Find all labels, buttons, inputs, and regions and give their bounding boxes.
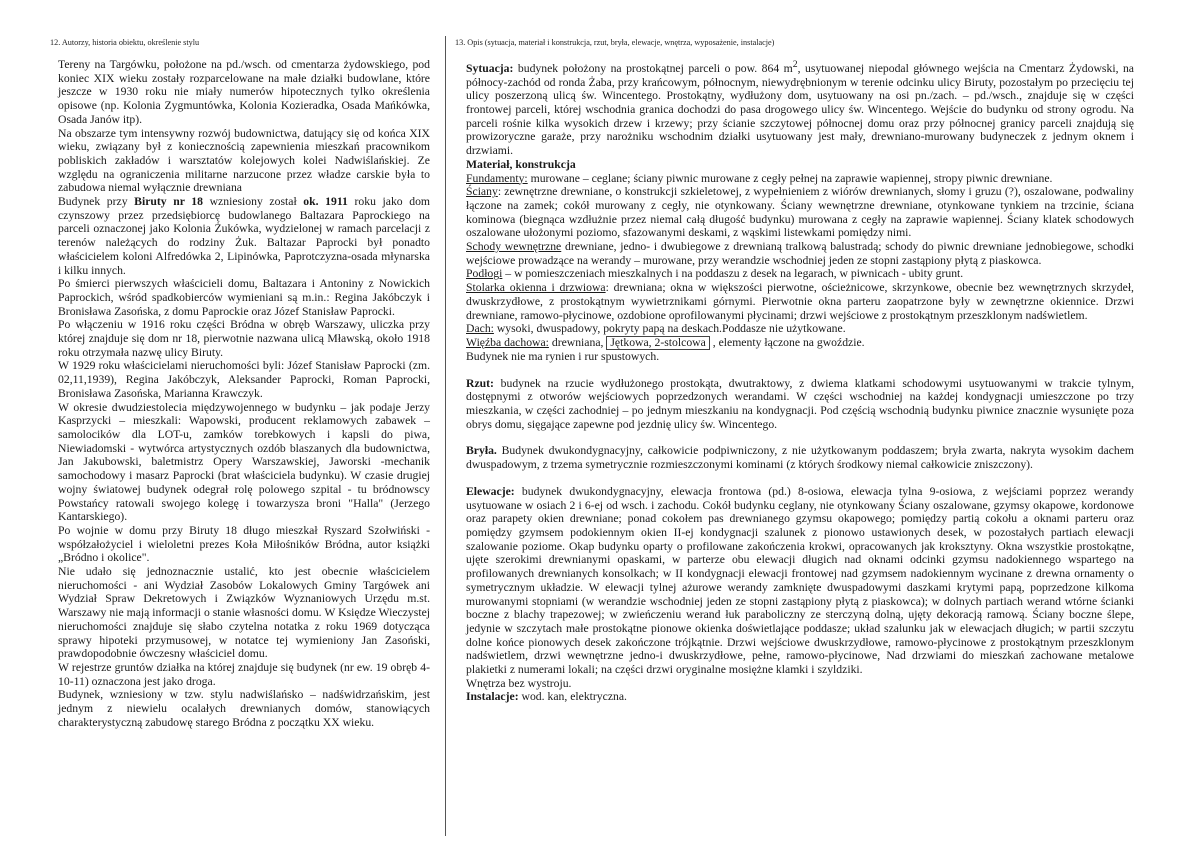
section-label: Elewacje: [466, 484, 515, 498]
rzut-paragraph [466, 377, 1134, 432]
schody-paragraph [466, 240, 1134, 267]
text-span: , elementy łączone na gwoździe. [709, 335, 865, 349]
fundamenty-paragraph [466, 172, 1134, 186]
spacer [466, 431, 1134, 444]
history-paragraph: W okresie dwudziestolecia międzywojennego w budynku – jak podaje Jerzy Kasprzycki – mieszkali: Wapowski, producent reklamowych zabawek – samolocików dla LOT-u, zamków torebkowych i kapsli do piwa, Niewiadomski - wytwórca artystycznych ozdób blaszanych dla budownictwa, Jan Jakubowski, baletmistrz Opery Warszawskiej, Jaworski -mechanik samochodowy i masarz Paprocki (brat właściciela budynku). W czasie drugiej wojny światowej budynek odegrał rolę polowego szpital - tu bródnowscy Powstańcy ratowali swojego kolegę i towarzysza broni "Halla" (Jerzego Kantarskiego). [58, 400, 430, 524]
text-span: wzniesiony został [203, 195, 304, 209]
text-span: wod. kan, elektryczna. [518, 690, 627, 704]
text-span: budynek dwukondygnacyjny, elewacja frontowa (pd.) 8-osiowa, elewacja tylna 9-osiowa, z wejściami poprzez werandy usytuowane w osiach 2 i 6-ej od wsch. i zachodu. Cokół budynku ceglany, nie otynkowany Ściany oszalowane, gzymsy okapowe, kordonowe oraz parapety okien drewniane; ponad cokołem pas drewnianego gzymsu okapowego; pomiędzy partią cokołu a oknami parteru oraz pomiędzy gzymsem podokiennym okien II-ej kondygnacji szalunek z pionowo ustawionych desek, w pozostałych partiach elewacji szalowanie poziome. Okap budynku oparty o profilowane zakończenia krokwi, opracowanych jak kroksztyny. Okna wszystkie prostokątne, ujęte szerokimi drewnianymi opaskami, w parterze obu elewacji długich nad oknami odcinki gzymsu nadokiennego wspartego na profilowanych drewnianych konsolkach; w II kondygnacji elewacji frontowej nad gzymsem nadokiennym wycinane z drewna ornamenty o symetrycznym układzie. W elewacji tylnej ażurowe werandy zamknięte dwuspadowymi daszkami krytymi papą, poprzedzone kilkoma murowanymi stopniami (w werandzie wschodniej jeden ze stopni zastąpiony płytą z piaskowca); w dolnych partiach werand wtórne ścianki boczne z blachy trapezowej; w zwieńczeniu werand łuk paraboliczny ze sterczyną dolną, ujęty dekoracją ramową. Ściany boczne ślepe, jedynie w szczytach małe prostokątne pionowe okienka doświetlające poddasze; układ szalunku jak w elewacjach długich; w partii szczytu dolne końce pionowych desek zakończone trójkątnie. Drzwi wejściowe dwuskrzydłowe, ramowo-płycinowe z prostokątnym przeszklonym nadświetlem, drzwi wewnętrzne jedno-i dwuskrzydłowe, pełne, ramowo-płycinowe, Nad drzwiami do mieszkań zachowane metalowe plakietki z numerami lokali; na części drzwi oryginalne mosiężne klamki i szyldziki. [466, 484, 1134, 677]
text-span: : zewnętrzne drewniane, o konstrukcji szkieletowej, z wypełnieniem z wiórów drewnianych, słomy i gruzu (?), oszalowane, podwaliny łączone na zamek; cokół murowany z cegły, nie otynkowany. Ściany wewnętrzne drewniane, otynkowane tynkiem na trzcinie, ściana kominowa (biegnąca wzdłużnie przez niemal całą długość budynku) murowana z cegły na zaprawie wapiennej. Ściany klatek schodowych oszalowane ułożonymi poziomo, sfazowanymi deskami, z wąskimi listewkami pomiędzy nimi. [466, 185, 1134, 240]
subsection-label: Dach: [466, 322, 494, 336]
left-column-text [58, 58, 430, 729]
text-span: budynek na rzucie wydłużonego prostokąta, dwutraktowy, z dwiema klatkami schodowymi usytuowanymi w trakcie tylnym, dostępnymi z otworów wejściowych poprzedzonych werandami. W części wschodniej na każdej kondygnacji umieszczone po trzy mieszkania, w części zachodniej – po jednym mieszkaniu na kondygnacji. Pod częścią wschodnią budynku piwnice znacznie wysunięte poza obrys domu, sięgające zapewne pod jezdnię ulicy św. Wincentego. [466, 376, 1134, 431]
sytuacja-paragraph [466, 58, 1134, 158]
subsection-label: Podłogi [466, 267, 503, 281]
text-span: , usytuowanej niepodal głównego wejścia na Cmentarz Żydowski, na północy-zachód od ronda Żaba, przy krańcowym, północnym, niewydrębnionym w terenie odcinku ulicy Biruty, pozostałym po przecięciu tej ulicy poszerzoną ulicą św. Wincentego. Prostokątny, wydłużony dom, usytuowany na osi pn./zach. – pd./wsch., znajduje się w części frontowej parceli, której wschodnia granica dochodzi do pasa drogowego ulicy św. Wincentego. Wejście do budynku od strony ogrodu. Na parceli rośnie kilka wysokich drzew i krzewy; przy ścianie szczytowej północnej domu oraz przy północnej granicy parceli znajdują się prowizoryczne garaże, przy narożniku wschodnim działki usytuowany jest mały, drewniano-murowany budyneczek z jednym oknem i drzwiami. [466, 61, 1134, 158]
history-paragraph: Budynek, wzniesiony w tzw. stylu nadwiślańsko – nadświdrzańskim, jest jednym z niewielu ocalałych drewnianych domów, stanowiących charakterystyczną zabudowę starego Bródna z początku XX wieku. [58, 688, 430, 729]
spacer [466, 364, 1134, 377]
text-span: murowane – ceglane; ściany piwnic murowane z cegły pełnej na zaprawie wapiennej, stropy piwnic drewniane. [527, 171, 1053, 185]
column-divider [445, 36, 446, 836]
history-paragraph [58, 195, 430, 277]
text-span: roku jako dom czynszowy przez przedsiębiorcę budowlanego Baltazara Paprockiego na parceli oznaczonej jako Kolonia Żukówka, wydzielonej w ramach parcelacji z terenów należących do rodziny Żuk. Baltazar Paprocki był ponadto właścicielem koloni Alfredówka 2, Lipinówka, Paprotczyzna-osada młynarska i kilku innych. [58, 195, 431, 277]
history-paragraph: Tereny na Targówku, położone na pd./wsch. od cmentarza żydowskiego, pod koniec XIX wieku zostały rozparcelowane na małe działki budowlane, które jeszcze w 1930 roku nie miały numerów hipotecznych tylko określenia opisowe (np. Kolonia Zygmuntówka, Kolonia Kozieradka, Osada Mańkówka, Osada Janów itp). [58, 58, 430, 126]
section-label: Sytuacja: [466, 61, 514, 75]
section-label: Bryła. [466, 444, 497, 458]
address-bold: Biruty nr 18 [134, 195, 203, 209]
section-label: Materiał, konstrukcja [466, 157, 576, 171]
text-span: budynek położony na prostokątnej parceli o pow. 864 m [513, 61, 793, 75]
text-span: Budynek przy [58, 195, 135, 209]
material-heading [466, 158, 1134, 172]
text-span: Budynek dwukondygnacyjny, całkowicie podpiwniczony, z nie użytkowanym poddaszem; bryła zwarta, nakryta wysokim dachem dwuspadowym, z trzema symetrycznie rozmieszczonymi kominami (z których środkowy niemal całkowicie zniszczony). [466, 444, 1134, 472]
podlogi-paragraph [466, 267, 1134, 281]
right-column-header: 13. Opis (sytuacja, materiał i konstrukcja, rzut, bryła, elewacje, wnętrza, wyposażenie, instalacje) [455, 38, 775, 47]
elewacje-paragraph [466, 485, 1134, 677]
text-span: : drewniana; okna w większości pierwotne, ościeżnicowe, skrzynkowe, obecnie bez wewnętrznych skrzydeł, dwuskrzydłowe, z prostokątnym wywietrznikami górnymi. Pierwotnie okna parteru zaopatrzone były w zewnętrzne okiennice. Drzwi drewniane, ramowo-płycinowe, ozdobione oprofilowanymi płycinami; drzwi wejściowe z prostokątnym przeszklonym nadświetlem. [466, 281, 1134, 322]
spacer [466, 472, 1134, 485]
text-span: – w pomieszczeniach mieszkalnych i na poddaszu z desek na legarach, w piwnicach - ubity grunt. [502, 267, 964, 281]
boxed-text: Jętkowa, 2-stolcowa [606, 336, 709, 350]
subsection-label: Stolarka okienna i drzwiowa [466, 281, 606, 295]
bryla-paragraph [466, 444, 1134, 471]
sciany-paragraph [466, 185, 1134, 240]
subsection-label: Więźba dachowa: [466, 335, 549, 349]
year-bold: ok. 1911 [303, 195, 348, 209]
history-paragraph: Po włączeniu w 1916 roku części Bródna w obręb Warszawy, uliczka przy której znajduje się dom nr 18, pierwotnie nazwana ulicą Mławską, około 1918 roku otrzymała nazwę ulicy Biruty. [58, 318, 430, 359]
history-paragraph: Po śmierci pierwszych właścicieli domu, Baltazara i Antoniny z Nowickich Paprockich, wśród spadkobierców wymieniani są m.in.: Regina Jakóbczyk i Bronisława Zasońska, z domu Paprockie oraz Józef Stanisław Paprocki. [58, 277, 430, 318]
right-column-text [466, 58, 1134, 704]
history-paragraph: Po wojnie w domu przy Biruty 18 długo mieszkał Ryszard Szołwiński - współzałożyciel i wieloletni prezes Koła Miłośników Bródna, autor książki „Bródno i okolice". [58, 523, 430, 565]
left-column-header: 12. Autorzy, historia obiektu, określenie stylu [50, 38, 200, 47]
subsection-label: Schody wewnętrzne [466, 240, 562, 254]
text-span: drewniane, jedno- i dwubiegowe z drewnianą tralkową balustradą; schody do piwnic drewniane jednobiegowe, schodki wejściowe prowadzące na werandy – murowane, przy werandzie wschodniej jeden ze stopni zastąpiony płytą z piaskowca. [466, 240, 1134, 267]
superscript: 2 [792, 59, 798, 70]
subsection-label: Fundamenty: [466, 171, 528, 185]
stolarka-paragraph [466, 281, 1134, 322]
subsection-label: Ściany [466, 185, 498, 199]
dach-paragraph [466, 322, 1134, 336]
history-paragraph: W 1929 roku właścicielami nieruchomości byli: Józef Stanisław Paprocki (zm. 02,11,1939), Regina Jakóbczyk, Aleksander Paprocki, Roman Paprocki, Bronisława Zasońska, Marianna Krawczyk. [58, 359, 430, 400]
text-span: drewniana, [548, 335, 607, 349]
history-paragraph: Nie udało się jednoznacznie ustalić, kto jest obecnie właścicielem nieruchomości - ani Wydział Zasobów Lokalowych Gminy Targówek ani Wydział Spraw Dekretowych i Związków Wyznaniowych Urzędu m.st. Warszawy nie mają informacji o stanie własności domu. W Księdze Wieczystej nieruchomości znajduje się słabo czytelna notatka z roku 1969 dotycząca sprawy hipoteki przymusowej, w notatce tej wymieniony Jan Zasoński, prawdopodobnie ówczesny właściciel domu. [58, 565, 430, 661]
rynny-paragraph: Budynek nie ma rynien i rur spustowych. [466, 349, 660, 363]
text-span: wysoki, dwuspadowy, pokryty papą na deskach.Poddasze nie użytkowane. [493, 322, 846, 336]
section-label: Instalacje: [466, 690, 519, 704]
history-paragraph: W rejestrze gruntów działka na której znajduje się budynek (nr ew. 19 obręb 4-10-11) oznaczona jest jako droga. [58, 660, 430, 688]
section-label: Rzut: [466, 376, 494, 390]
wnetrza-paragraph: Wnętrza bez wystroju. [466, 676, 572, 690]
wiezba-paragraph [466, 336, 1134, 350]
instalacje-paragraph [466, 690, 1134, 704]
history-paragraph: Na obszarze tym intensywny rozwój budownictwa, datujący się od końca XIX wieku, związany był z koniecznością zapewnienia mieszkań pracownikom pobliskich zakładów i warsztatów kolejowych kolei Nadwiślańskiej. Ze względu na ograniczenia militarne narzucone przez władze carskie była to zabudowa niemal wyłącznie drewniana [58, 126, 430, 195]
